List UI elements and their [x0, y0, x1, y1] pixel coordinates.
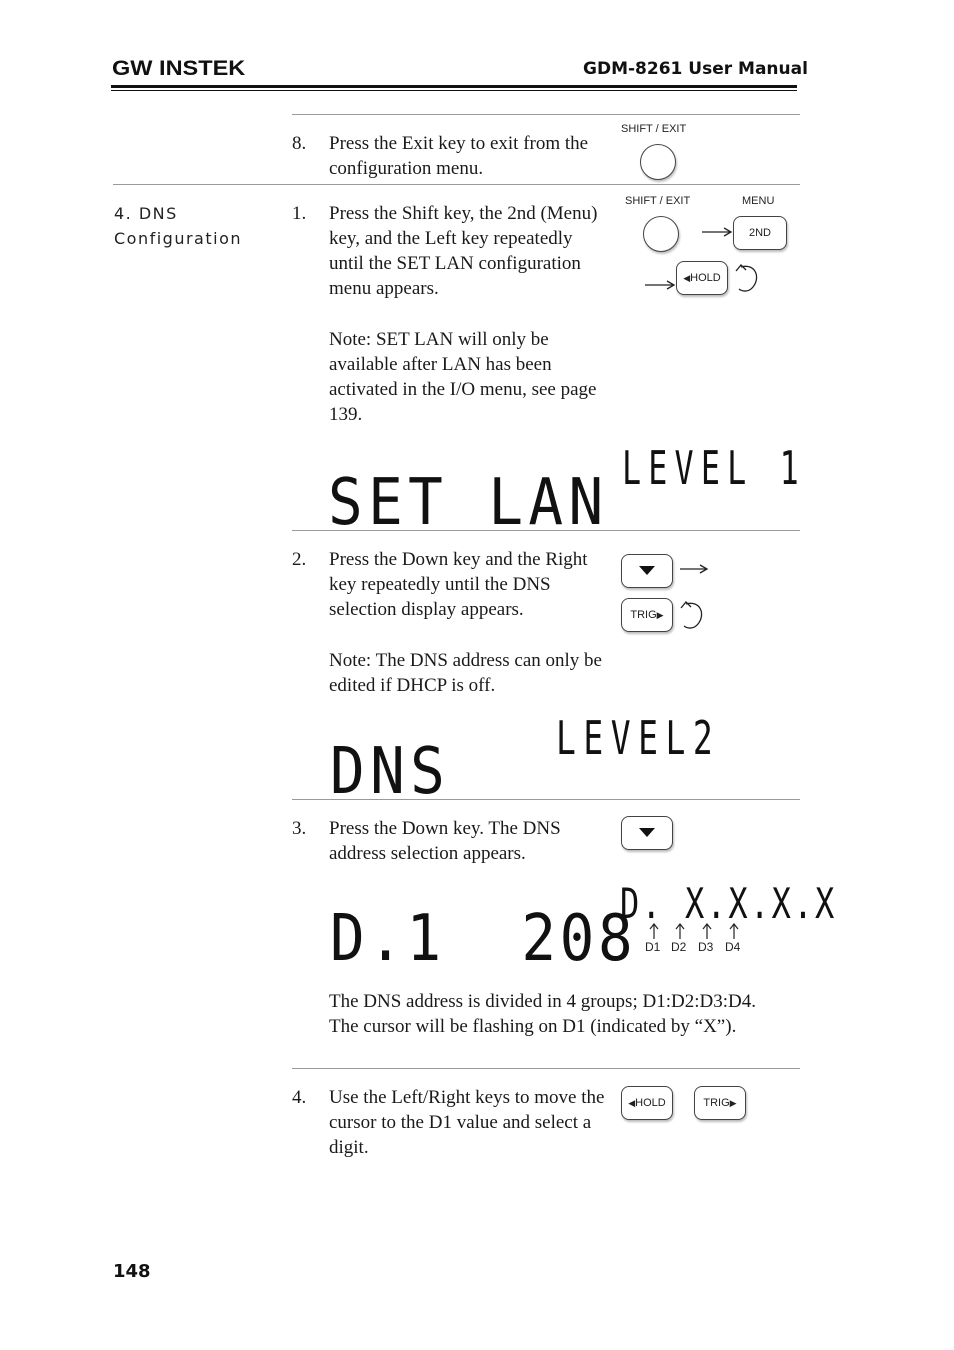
header-rule — [111, 85, 797, 88]
step-text: Press the Shift key, the 2nd (Menu) key, and the Left key repeatedly until the SET LAN configuration menu appears. — [329, 203, 598, 299]
left-triangle-icon: ◀ — [683, 272, 691, 283]
page-number: 148 — [113, 1261, 151, 1282]
hold-left-key — [621, 1086, 673, 1120]
down-triangle-icon — [639, 566, 655, 576]
step-text: Press the Down key and the Right key repeatedly until the DNS selection display appears. — [329, 549, 588, 620]
row-divider — [292, 114, 800, 115]
pointer-arrows — [646, 922, 746, 940]
repeat-arrow-icon — [678, 596, 708, 632]
right-triangle-icon: ▶ — [656, 609, 664, 620]
shift-exit-label: SHIFT / EXIT — [625, 195, 691, 207]
trig-label: TRIG — [703, 1097, 730, 1109]
hold-label: HOLD — [635, 1097, 666, 1109]
step-number: 8. — [292, 133, 307, 154]
step-text: Use the Left/Right keys to move the cursor to the D1 value and select a digit. — [329, 1087, 605, 1158]
section-subtitle: Configuration — [114, 229, 243, 248]
row-divider — [113, 184, 800, 185]
step-text: Press the Down key. The DNS address selection appears. — [329, 818, 561, 864]
arrow-right-icon — [678, 562, 710, 576]
header-rule-thin — [111, 90, 797, 91]
2nd-key: 2ND — [733, 216, 787, 250]
shift-exit-key — [640, 144, 676, 180]
hold-label: HOLD — [690, 272, 721, 284]
down-triangle-icon — [639, 828, 655, 838]
step-note: Note: SET LAN will only be available after LAN has been activated in the I/O menu, see page 139. — [329, 329, 597, 425]
gwinstek-logo: GW INSTEK — [112, 57, 246, 80]
right-triangle-icon: ▶ — [729, 1097, 737, 1108]
repeat-arrow-icon — [733, 259, 763, 295]
step-paragraph: The DNS address is divided in 4 groups; D1:D2:D3:D4. The cursor will be flashing on D1 (indicated by “X”). — [329, 991, 756, 1037]
step-text: Press the Exit key to exit from the configuration menu. — [329, 133, 589, 179]
lcd-level1: LEVEL 1 — [622, 442, 806, 496]
lcd-set-lan: SET LAN — [328, 466, 609, 540]
d1-label: D1 — [645, 940, 661, 954]
step-note: Note: The DNS address can only be edited if DHCP is off. — [329, 650, 602, 696]
section-title: 4. DNS — [114, 204, 178, 223]
arrow-right-icon — [643, 278, 677, 292]
left-triangle-icon: ◀ — [628, 1097, 636, 1108]
manual-title: GDM-8261 User Manual — [583, 59, 808, 79]
lcd-dns: DNS — [330, 735, 451, 809]
down-key — [621, 816, 673, 850]
step-number: 4. — [292, 1087, 307, 1108]
menu-label: MENU — [742, 195, 775, 207]
row-divider — [292, 1068, 800, 1069]
hold-left-key — [676, 261, 728, 295]
lcd-dxxxx: D. X.X.X.X — [620, 880, 837, 929]
step-number: 3. — [292, 818, 307, 839]
shift-key — [643, 216, 679, 252]
lcd-level2: LEVEL2 — [556, 712, 721, 766]
shift-exit-label: SHIFT / EXIT — [621, 123, 687, 135]
step-number: 2. — [292, 549, 307, 570]
d4-label: D4 — [725, 940, 741, 954]
d2-label: D2 — [671, 940, 687, 954]
step-number: 1. — [292, 203, 307, 224]
down-key — [621, 554, 673, 588]
trig-right-key — [621, 598, 673, 632]
trig-label: TRIG — [630, 609, 657, 621]
d3-label: D3 — [698, 940, 714, 954]
arrow-right-icon — [700, 225, 734, 239]
trig-right-key — [694, 1086, 746, 1120]
lcd-d1-208: D.1 208 — [330, 902, 637, 976]
